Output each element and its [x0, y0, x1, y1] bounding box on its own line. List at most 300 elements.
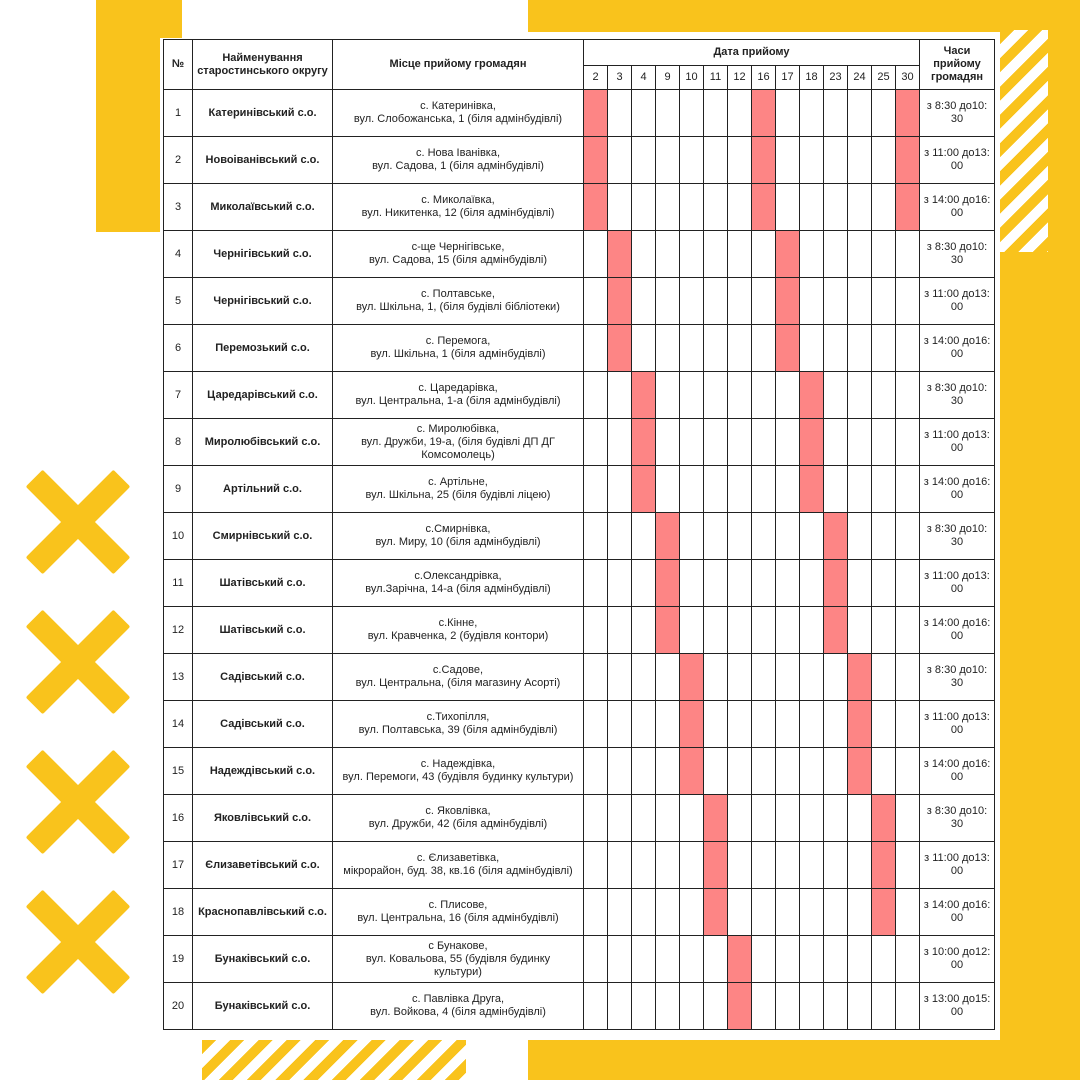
day-cell: [800, 701, 824, 748]
reception-day-mark: [848, 654, 872, 701]
header-day-23: 23: [824, 66, 848, 90]
day-cell: [728, 748, 752, 795]
address-line: вул. Слобожанська, 1 (біля адмінбудівлі): [353, 113, 563, 125]
reception-hours: [920, 184, 995, 231]
day-cell: [848, 795, 872, 842]
day-cell: [704, 607, 728, 654]
day-cell: [848, 278, 872, 325]
reception-day-mark: [608, 325, 632, 372]
day-cell: [752, 278, 776, 325]
day-cell: [752, 983, 776, 1030]
reception-hours: [920, 231, 995, 278]
day-cell: [752, 654, 776, 701]
hours-line: 00: [950, 771, 964, 783]
reception-day-mark: [872, 795, 896, 842]
day-cell: [584, 607, 608, 654]
row-number: 16: [164, 795, 193, 842]
address-line: культури): [434, 965, 482, 978]
day-cell: [824, 184, 848, 231]
address-line: с Бунакове,: [428, 939, 488, 952]
address-line: с.Кінне,: [438, 617, 478, 629]
hours-line: 00: [950, 583, 964, 595]
day-cell: [824, 748, 848, 795]
header-reception-place: Місце прийому громадян: [333, 40, 584, 90]
day-cell: [872, 419, 896, 466]
reception-hours: [920, 842, 995, 889]
address-line: с. Перемога,: [425, 335, 491, 347]
day-cell: [848, 137, 872, 184]
day-cell: [728, 466, 752, 513]
day-cell: [776, 748, 800, 795]
row-number: 3: [164, 184, 193, 231]
hours-line: 30: [950, 113, 964, 125]
day-cell: [896, 842, 920, 889]
day-cell: [848, 184, 872, 231]
day-cell: [800, 983, 824, 1030]
day-cell: [680, 560, 704, 607]
reception-day-mark: [584, 184, 608, 231]
table-row: [164, 466, 995, 513]
header-day-16: 16: [752, 66, 776, 90]
reception-day-mark: [896, 184, 920, 231]
day-cell: [776, 137, 800, 184]
row-number: 4: [164, 231, 193, 278]
day-cell: [872, 513, 896, 560]
day-cell: [896, 560, 920, 607]
reception-hours: [920, 372, 995, 419]
day-cell: [632, 231, 656, 278]
day-cell: [776, 936, 800, 983]
reception-hours: [920, 607, 995, 654]
day-cell: [824, 889, 848, 936]
day-cell: [800, 607, 824, 654]
hours-line: 00: [950, 630, 964, 642]
day-cell: [632, 983, 656, 1030]
reception-day-mark: [872, 842, 896, 889]
striped-pattern-bottom: [202, 1040, 466, 1080]
day-cell: [824, 654, 848, 701]
reception-day-mark: [728, 936, 752, 983]
day-cell: [824, 419, 848, 466]
day-cell: [704, 936, 728, 983]
hours-line: 30: [950, 677, 964, 689]
day-cell: [872, 983, 896, 1030]
header-day-9: 9: [656, 66, 680, 90]
day-cell: [752, 936, 776, 983]
reception-day-mark: [680, 701, 704, 748]
table-row: [164, 654, 995, 701]
address-line: с. Катеринівка,: [420, 100, 496, 112]
hours-line: з 11:00 до13:: [924, 852, 990, 864]
hours-line: 00: [950, 489, 964, 501]
day-cell: [584, 231, 608, 278]
day-cell: [680, 607, 704, 654]
day-cell: [896, 983, 920, 1030]
day-cell: [752, 325, 776, 372]
day-cell: [680, 795, 704, 842]
hours-line: з 14:00 до16:: [923, 335, 991, 347]
address-line: с. Надеждівка,: [420, 758, 496, 770]
row-number: 20: [164, 983, 193, 1030]
reception-day-mark: [728, 983, 752, 1030]
day-cell: [656, 231, 680, 278]
address-line: с.Смирнівка,: [425, 523, 491, 535]
day-cell: [656, 419, 680, 466]
reception-address: [333, 560, 584, 607]
day-cell: [704, 466, 728, 513]
day-cell: [680, 278, 704, 325]
day-cell: [704, 372, 728, 419]
day-cell: [584, 560, 608, 607]
reception-hours: [920, 466, 995, 513]
table-row: [164, 889, 995, 936]
day-cell: [728, 325, 752, 372]
day-cell: [632, 701, 656, 748]
address-line: с. Артільне,: [428, 476, 488, 488]
reception-address: [333, 701, 584, 748]
day-cell: [848, 983, 872, 1030]
day-cell: [824, 372, 848, 419]
day-cell: [872, 184, 896, 231]
striped-pattern-top-right: [1000, 30, 1048, 252]
okrug-name: Катеринівський с.о.: [193, 90, 333, 137]
day-cell: [608, 795, 632, 842]
day-cell: [608, 607, 632, 654]
table-row: [164, 701, 995, 748]
hours-line: 00: [950, 207, 964, 219]
hours-line: з 8:30 до10:: [926, 523, 988, 535]
reception-address: [333, 137, 584, 184]
day-cell: [632, 795, 656, 842]
day-cell: [824, 701, 848, 748]
reception-address: [333, 372, 584, 419]
day-cell: [704, 983, 728, 1030]
day-cell: [680, 889, 704, 936]
day-cell: [608, 701, 632, 748]
reception-hours: [920, 889, 995, 936]
day-cell: [584, 795, 608, 842]
reception-day-mark: [608, 278, 632, 325]
yellow-frame-bottom: [528, 1040, 1080, 1080]
day-cell: [728, 513, 752, 560]
row-number: 18: [164, 889, 193, 936]
reception-day-mark: [584, 137, 608, 184]
day-cell: [872, 278, 896, 325]
hours-line: 30: [950, 254, 964, 266]
hours-line: з 11:00 до13:: [924, 711, 990, 723]
reception-hours: [920, 936, 995, 983]
day-cell: [680, 137, 704, 184]
header-day-25: 25: [872, 66, 896, 90]
hours-line: з 11:00 до13:: [924, 570, 990, 582]
day-cell: [896, 419, 920, 466]
address-line: с. Полтавське,: [421, 288, 495, 300]
day-cell: [728, 231, 752, 278]
address-line: вул. Шкільна, 1 (біля адмінбудівлі): [370, 348, 546, 360]
address-line: вул. Перемоги, 43 (будівля будинку культури): [342, 771, 574, 783]
day-cell: [704, 748, 728, 795]
hours-line: з 14:00 до16:: [923, 617, 991, 629]
address-line: вул.Зарічна, 14-а (біля адмінбудівлі): [365, 583, 551, 595]
day-cell: [608, 466, 632, 513]
reception-day-mark: [800, 372, 824, 419]
header-day-2: 2: [584, 66, 608, 90]
day-cell: [728, 184, 752, 231]
day-cell: [776, 842, 800, 889]
day-cell: [632, 325, 656, 372]
reception-day-mark: [896, 137, 920, 184]
day-cell: [656, 936, 680, 983]
table-row: [164, 842, 995, 889]
day-cell: [632, 90, 656, 137]
okrug-name: Єлизаветівський с.о.: [193, 842, 333, 889]
table-row: [164, 278, 995, 325]
table-row: [164, 137, 995, 184]
reception-day-mark: [656, 560, 680, 607]
day-cell: [680, 419, 704, 466]
day-cell: [584, 419, 608, 466]
day-cell: [632, 936, 656, 983]
reception-day-mark: [824, 607, 848, 654]
day-cell: [656, 795, 680, 842]
reception-day-mark: [632, 372, 656, 419]
day-cell: [584, 513, 608, 560]
day-cell: [656, 137, 680, 184]
day-cell: [680, 466, 704, 513]
row-number: 19: [164, 936, 193, 983]
reception-address: [333, 983, 584, 1030]
reception-hours: [920, 513, 995, 560]
day-cell: [848, 560, 872, 607]
reception-day-mark: [632, 419, 656, 466]
day-cell: [584, 466, 608, 513]
reception-address: [333, 654, 584, 701]
table-row: [164, 419, 995, 466]
day-cell: [872, 372, 896, 419]
reception-address: [333, 748, 584, 795]
day-cell: [800, 748, 824, 795]
day-cell: [704, 137, 728, 184]
row-number: 13: [164, 654, 193, 701]
day-cell: [776, 466, 800, 513]
day-cell: [848, 607, 872, 654]
day-cell: [608, 90, 632, 137]
address-line: вул. Шкільна, 1, (біля будівлі бібліотеки): [356, 301, 560, 313]
header-day-24: 24: [848, 66, 872, 90]
reception-address: [333, 325, 584, 372]
hours-line: 00: [950, 160, 964, 172]
table-row: [164, 513, 995, 560]
address-line: вул. Полтавська, 39 (біля адмінбудівлі): [358, 724, 558, 736]
header-day-10: 10: [680, 66, 704, 90]
day-cell: [800, 325, 824, 372]
table-row: [164, 795, 995, 842]
day-cell: [728, 654, 752, 701]
x-cross-icon: [26, 890, 130, 994]
okrug-name: Миролюбівський с.о.: [193, 419, 333, 466]
day-cell: [584, 654, 608, 701]
address-line: мікрорайон, буд. 38, кв.16 (біля адмінбудівлі): [343, 865, 573, 877]
day-cell: [608, 184, 632, 231]
day-cell: [872, 654, 896, 701]
day-cell: [656, 325, 680, 372]
day-cell: [824, 278, 848, 325]
day-cell: [608, 936, 632, 983]
reception-day-mark: [800, 419, 824, 466]
table-row: [164, 607, 995, 654]
address-line: с. Плисове,: [428, 899, 488, 911]
day-cell: [872, 936, 896, 983]
day-cell: [704, 654, 728, 701]
reception-day-mark: [752, 90, 776, 137]
okrug-name: Садівський с.о.: [193, 701, 333, 748]
hours-line: з 8:30 до10:: [926, 100, 988, 112]
day-cell: [824, 325, 848, 372]
address-line: с. Миролюбівка,: [416, 422, 500, 435]
reception-address: [333, 795, 584, 842]
header-day-30: 30: [896, 66, 920, 90]
hours-line: з 8:30 до10:: [926, 382, 988, 394]
reception-day-mark: [704, 842, 728, 889]
reception-hours: [920, 983, 995, 1030]
day-cell: [776, 372, 800, 419]
day-cell: [680, 513, 704, 560]
day-cell: [584, 748, 608, 795]
day-cell: [704, 325, 728, 372]
hours-line: з 10:00 до12:: [923, 946, 991, 958]
row-number: 9: [164, 466, 193, 513]
day-cell: [800, 560, 824, 607]
day-cell: [632, 889, 656, 936]
reception-day-mark: [656, 513, 680, 560]
day-cell: [776, 513, 800, 560]
address-line: с. Миколаївка,: [421, 194, 495, 206]
row-number: 5: [164, 278, 193, 325]
day-cell: [800, 889, 824, 936]
header-day-3: 3: [608, 66, 632, 90]
hours-line: з 11:00 до13:: [924, 147, 990, 159]
address-line: вул. Кравченка, 2 (будівля контори): [367, 630, 549, 642]
x-cross-icon: [26, 750, 130, 854]
reception-hours: [920, 419, 995, 466]
hours-line: з 14:00 до16:: [923, 476, 991, 488]
day-cell: [584, 983, 608, 1030]
day-cell: [800, 795, 824, 842]
day-cell: [728, 889, 752, 936]
reception-address: [333, 513, 584, 560]
day-cell: [704, 184, 728, 231]
x-cross-icon: [26, 610, 130, 714]
day-cell: [656, 983, 680, 1030]
day-cell: [896, 325, 920, 372]
day-cell: [656, 701, 680, 748]
address-line: вул. Ковальова, 55 (будівля будинку: [365, 952, 551, 965]
day-cell: [608, 372, 632, 419]
header-day-18: 18: [800, 66, 824, 90]
day-cell: [728, 90, 752, 137]
hours-line: з 14:00 до16:: [923, 758, 991, 770]
reception-address: [333, 90, 584, 137]
day-cell: [800, 654, 824, 701]
address-line: вул. Миру, 10 (біля адмінбудівлі): [375, 536, 541, 548]
day-cell: [896, 701, 920, 748]
day-cell: [656, 372, 680, 419]
hours-line: з 11:00 до13:: [924, 288, 990, 300]
day-cell: [848, 842, 872, 889]
day-cell: [824, 842, 848, 889]
day-cell: [608, 560, 632, 607]
day-cell: [872, 90, 896, 137]
okrug-name: Новоіванівський с.о.: [193, 137, 333, 184]
reception-hours: [920, 137, 995, 184]
reception-address: [333, 889, 584, 936]
address-line: с. Єлизаветівка,: [416, 852, 500, 864]
header-day-12: 12: [728, 66, 752, 90]
day-cell: [584, 936, 608, 983]
address-line: вул. Войкова, 4 (біля адмінбудівлі): [370, 1006, 546, 1018]
day-cell: [896, 466, 920, 513]
reception-hours: [920, 325, 995, 372]
day-cell: [680, 842, 704, 889]
hours-line: 00: [950, 442, 964, 454]
okrug-name: Бунаківський с.о.: [193, 936, 333, 983]
day-cell: [872, 137, 896, 184]
reception-address: [333, 607, 584, 654]
okrug-name: Артільний с.о.: [193, 466, 333, 513]
day-cell: [704, 513, 728, 560]
reception-day-mark: [632, 466, 656, 513]
reception-day-mark: [584, 90, 608, 137]
hours-line: 00: [950, 1006, 964, 1018]
day-cell: [584, 278, 608, 325]
row-number: 8: [164, 419, 193, 466]
row-number: 1: [164, 90, 193, 137]
day-cell: [848, 372, 872, 419]
day-cell: [584, 701, 608, 748]
address-line: с. Павлівка Друга,: [411, 993, 505, 1005]
okrug-name: Бунаківський с.о.: [193, 983, 333, 1030]
table-row: [164, 325, 995, 372]
hours-line: 00: [950, 865, 964, 877]
okrug-name: Перемозький с.о.: [193, 325, 333, 372]
reception-address: [333, 419, 584, 466]
day-cell: [896, 278, 920, 325]
day-cell: [872, 607, 896, 654]
reception-day-mark: [896, 90, 920, 137]
day-cell: [800, 231, 824, 278]
day-cell: [896, 607, 920, 654]
day-cell: [872, 231, 896, 278]
okrug-name: Шатівський с.о.: [193, 607, 333, 654]
reception-day-mark: [776, 325, 800, 372]
reception-day-mark: [776, 231, 800, 278]
day-cell: [776, 889, 800, 936]
day-cell: [704, 701, 728, 748]
header-day-4: 4: [632, 66, 656, 90]
day-cell: [752, 607, 776, 654]
table-row: [164, 560, 995, 607]
day-cell: [752, 419, 776, 466]
day-cell: [824, 936, 848, 983]
address-line: с. Нова Іванівка,: [415, 147, 501, 159]
reception-hours: [920, 560, 995, 607]
table-row: [164, 372, 995, 419]
reception-day-mark: [752, 137, 776, 184]
hours-line: з 11:00 до13:: [924, 429, 990, 441]
day-cell: [680, 90, 704, 137]
table-row: [164, 748, 995, 795]
day-cell: [632, 654, 656, 701]
